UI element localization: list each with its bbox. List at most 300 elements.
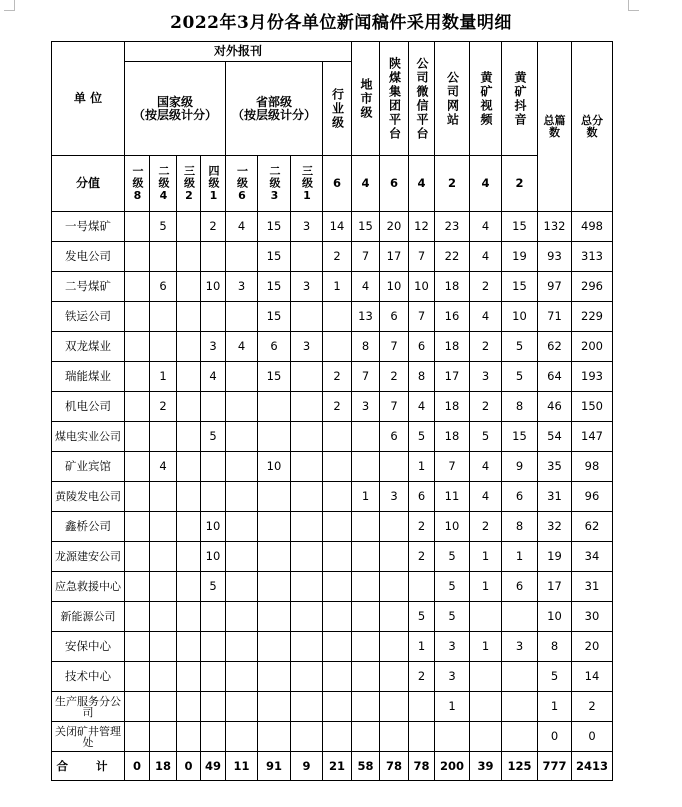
table-cell [177,602,201,632]
table-cell [201,662,226,692]
table-cell: 2 [150,392,177,422]
table-cell: 3 [435,662,470,692]
table-row [52,542,613,572]
unit-name: 双龙煤业 [52,332,125,362]
table-cell [352,662,380,692]
table-cell [226,722,258,752]
table-cell: 4 [409,392,435,422]
table-cell: 6 [380,302,409,332]
table-cell [226,302,258,332]
table-cell [323,722,352,752]
table-cell [177,542,201,572]
table-cell: 5 [538,662,572,692]
unit-name: 技术中心 [52,662,125,692]
table-cell [226,392,258,422]
table-cell [380,632,409,662]
table-cell: 10 [409,272,435,302]
table-cell: 15 [502,212,538,242]
table-cell [201,392,226,422]
table-cell: 7 [435,452,470,482]
table-cell [201,602,226,632]
table-cell [291,602,323,632]
table-row [52,302,613,332]
table-cell [177,722,201,752]
unit-header: 单 位 [52,42,125,156]
table-cell [323,512,352,542]
table-cell: 13 [352,302,380,332]
table-cell: 15 [352,212,380,242]
table-cell [226,512,258,542]
table-cell: 5 [435,542,470,572]
douyin-header: 黄矿抖音 [502,42,538,156]
table-cell [125,512,150,542]
table-cell [226,422,258,452]
table-cell: 1 [502,542,538,572]
total-cell: 78 [380,752,409,781]
table-cell: 98 [572,452,613,482]
table-cell: 1 [470,572,502,602]
table-cell: 2 [380,362,409,392]
score-douyin: 2 [502,156,538,212]
table-cell: 4 [150,452,177,482]
score-national-3: 三级2 [177,156,201,212]
table-cell: 8 [502,512,538,542]
score-row [52,156,613,212]
table-cell: 1 [150,362,177,392]
total-cell: 18 [150,752,177,781]
table-cell: 4 [352,272,380,302]
table-cell [291,512,323,542]
table-cell [435,722,470,752]
table-cell [258,512,291,542]
table-row [52,722,613,752]
table-cell: 5 [470,422,502,452]
score-national-4: 四级1 [201,156,226,212]
table-cell: 46 [538,392,572,422]
table-cell [125,542,150,572]
table-cell [201,632,226,662]
table-cell [470,662,502,692]
unit-name: 关闭矿井管理处 [52,722,125,752]
table-cell [201,482,226,512]
table-cell: 10 [258,452,291,482]
table-cell [380,692,409,722]
table-cell [177,332,201,362]
table-cell [258,482,291,512]
table-cell: 1 [538,692,572,722]
table-cell: 3 [226,272,258,302]
total-cell: 11 [226,752,258,781]
unit-name: 一号煤矿 [52,212,125,242]
table-cell: 20 [572,632,613,662]
table-cell [125,392,150,422]
table-row [52,572,613,602]
table-cell: 14 [323,212,352,242]
total-cell: 58 [352,752,380,781]
table-cell [177,302,201,332]
table-cell [409,692,435,722]
table-cell: 2 [323,362,352,392]
table-cell: 0 [572,722,613,752]
table-cell [150,332,177,362]
table-row [52,422,613,452]
table-cell [150,422,177,452]
table-row [52,632,613,662]
table-cell [177,362,201,392]
table-cell: 3 [470,362,502,392]
table-cell [125,482,150,512]
unit-name: 铁运公司 [52,302,125,332]
table-row [52,212,613,242]
score-city: 4 [352,156,380,212]
table-cell: 3 [435,632,470,662]
table-cell: 2 [409,542,435,572]
provincial-level-header: 省部级 （按层级计分） [226,62,323,156]
table-cell: 3 [201,332,226,362]
table-cell: 15 [258,302,291,332]
table-cell [323,482,352,512]
table-cell: 97 [538,272,572,302]
table-cell: 14 [572,662,613,692]
table-cell: 4 [226,212,258,242]
table-cell [150,722,177,752]
table-cell: 4 [226,332,258,362]
table-cell: 15 [502,422,538,452]
table-cell [323,542,352,572]
table-cell [352,572,380,602]
table-cell: 10 [201,272,226,302]
national-level-header: 国家级 （按层级计分） [125,62,226,156]
table-cell: 18 [435,422,470,452]
table-row [52,242,613,272]
table-row [52,452,613,482]
unit-name: 生产服务分公司 [52,692,125,722]
table-cell [352,542,380,572]
table-cell [201,452,226,482]
table-cell: 2 [572,692,613,722]
table-cell [323,422,352,452]
table-cell: 18 [435,332,470,362]
table-cell [291,572,323,602]
table-cell: 10 [538,602,572,632]
table-cell [226,662,258,692]
table-cell: 3 [291,332,323,362]
table-cell [226,602,258,632]
table-cell [226,242,258,272]
table-cell: 1 [409,452,435,482]
table-cell: 19 [538,542,572,572]
table-cell: 200 [572,332,613,362]
table-cell [291,242,323,272]
total-cell: 0 [177,752,201,781]
table-cell [201,242,226,272]
table-cell: 4 [470,452,502,482]
table-cell: 12 [409,212,435,242]
table-cell: 2 [323,392,352,422]
table-cell [125,362,150,392]
table-row [52,602,613,632]
table-cell [323,302,352,332]
table-cell [150,572,177,602]
table-cell: 8 [502,392,538,422]
table-cell [291,452,323,482]
table-cell [323,332,352,362]
table-cell: 2 [323,242,352,272]
table-cell [352,722,380,752]
table-cell [177,392,201,422]
table-cell [409,572,435,602]
table-cell [177,452,201,482]
table-cell: 96 [572,482,613,512]
table-row [52,692,613,722]
table-cell: 15 [258,272,291,302]
table-cell [258,662,291,692]
table-cell [125,452,150,482]
score-national-2: 二级4 [150,156,177,212]
table-cell [470,692,502,722]
table-cell: 9 [502,452,538,482]
table-cell: 132 [538,212,572,242]
video-header: 黄矿视频 [470,42,502,156]
table-cell: 8 [538,632,572,662]
table-cell [291,662,323,692]
table-cell: 62 [538,332,572,362]
table-cell [352,452,380,482]
table-cell: 5 [150,212,177,242]
total-articles-header: 总篇数 [538,42,572,212]
unit-name: 二号煤矿 [52,272,125,302]
table-cell: 5 [409,602,435,632]
table-cell: 31 [538,482,572,512]
table-cell [352,512,380,542]
table-cell [125,632,150,662]
table-cell: 22 [435,242,470,272]
table-cell: 20 [380,212,409,242]
table-cell [226,572,258,602]
table-cell: 2 [409,512,435,542]
table-cell: 19 [502,242,538,272]
table-cell: 6 [258,332,291,362]
table-cell: 16 [435,302,470,332]
table-cell [323,692,352,722]
table-cell [226,452,258,482]
table-cell [352,602,380,632]
table-cell: 5 [502,362,538,392]
table-cell [226,362,258,392]
table-cell [177,692,201,722]
table-cell [409,722,435,752]
table-cell [177,212,201,242]
table-cell [226,692,258,722]
table-cell: 30 [572,602,613,632]
table-cell [150,482,177,512]
unit-name: 应急救援中心 [52,572,125,602]
table-cell: 296 [572,272,613,302]
total-cell: 49 [201,752,226,781]
score-provincial-3: 三级1 [291,156,323,212]
total-cell: 0 [125,752,150,781]
document-title: 2022年3月份各单位新闻稿件采用数量明细 [170,13,512,33]
table-row [52,362,613,392]
table-cell [291,542,323,572]
table-row [52,392,613,422]
table-cell: 5 [201,422,226,452]
table-cell: 15 [502,272,538,302]
table-cell [177,242,201,272]
table-cell: 2 [409,662,435,692]
table-cell: 150 [572,392,613,422]
table-cell: 5 [502,332,538,362]
unit-name: 龙源建安公司 [52,542,125,572]
table-cell: 3 [502,632,538,662]
table-cell: 23 [435,212,470,242]
wechat-platform-header: 公司微信平台 [409,42,435,156]
table-cell: 3 [291,212,323,242]
table-row [52,512,613,542]
table-cell: 1 [352,482,380,512]
total-cell: 91 [258,752,291,781]
table-cell [177,422,201,452]
table-cell [470,602,502,632]
table-cell: 313 [572,242,613,272]
total-cell: 78 [409,752,435,781]
table-cell [291,692,323,722]
table-cell: 6 [502,572,538,602]
table-cell [291,722,323,752]
unit-name: 机电公司 [52,392,125,422]
table-cell: 7 [352,242,380,272]
unit-name: 安保中心 [52,632,125,662]
score-national-1: 一级8 [125,156,150,212]
table-cell [291,632,323,662]
news-count-table [51,41,613,781]
table-cell: 6 [409,332,435,362]
table-cell [323,662,352,692]
table-cell [323,572,352,602]
table-cell: 3 [291,272,323,302]
table-cell: 4 [470,302,502,332]
table-row [52,272,613,302]
table-cell: 7 [409,242,435,272]
table-cell [201,722,226,752]
table-cell [291,422,323,452]
table-cell [125,272,150,302]
table-cell: 2 [201,212,226,242]
table-cell [125,692,150,722]
unit-name: 瑞能煤业 [52,362,125,392]
score-website: 2 [435,156,470,212]
table-cell: 15 [258,362,291,392]
table-cell: 6 [409,482,435,512]
score-row-label: 分值 [52,156,125,212]
total-cell: 200 [435,752,470,781]
table-cell: 8 [409,362,435,392]
table-row [52,662,613,692]
table-cell: 0 [538,722,572,752]
table-cell: 64 [538,362,572,392]
external-press-header: 对外报刊 [125,42,352,62]
table-cell: 229 [572,302,613,332]
unit-name: 煤电实业公司 [52,422,125,452]
table-cell: 32 [538,512,572,542]
industry-header: 行业级 [323,62,352,156]
table-cell: 15 [258,212,291,242]
table-cell: 1 [409,632,435,662]
table-cell: 5 [435,572,470,602]
table-cell [125,572,150,602]
table-cell [125,602,150,632]
table-cell: 8 [352,332,380,362]
table-cell [258,602,291,632]
table-cell: 62 [572,512,613,542]
table-cell: 93 [538,242,572,272]
table-cell [380,452,409,482]
table-cell: 6 [380,422,409,452]
table-cell: 10 [502,302,538,332]
table-cell [150,512,177,542]
table-cell [125,242,150,272]
table-cell [258,422,291,452]
table-row [52,482,613,512]
table-cell [323,632,352,662]
table-cell [150,302,177,332]
table-cell: 18 [435,392,470,422]
table-cell [125,662,150,692]
table-cell [150,662,177,692]
table-cell [177,482,201,512]
table-cell [380,572,409,602]
table-cell: 147 [572,422,613,452]
table-cell [323,602,352,632]
table-cell [258,572,291,602]
table-cell [502,692,538,722]
table-cell: 34 [572,542,613,572]
city-header: 地市级 [352,42,380,156]
score-provincial-1: 一级6 [226,156,258,212]
table-cell [226,482,258,512]
table-cell: 7 [409,302,435,332]
table-row [52,332,613,362]
unit-name: 黄陵发电公司 [52,482,125,512]
table-cell: 10 [201,542,226,572]
table-cell [177,662,201,692]
table-cell: 193 [572,362,613,392]
table-cell: 54 [538,422,572,452]
total-cell: 9 [291,752,323,781]
table-cell: 6 [502,482,538,512]
table-cell [323,452,352,482]
table-cell: 18 [435,272,470,302]
table-cell: 6 [150,272,177,302]
table-cell [226,542,258,572]
table-cell: 7 [352,362,380,392]
table-cell [150,632,177,662]
table-cell: 7 [380,392,409,422]
table-cell [291,482,323,512]
table-cell: 4 [470,482,502,512]
table-cell [177,512,201,542]
table-cell [380,542,409,572]
table-cell [380,662,409,692]
table-cell [352,422,380,452]
table-cell: 5 [409,422,435,452]
table-cell: 31 [572,572,613,602]
table-cell: 10 [380,272,409,302]
table-cell [502,662,538,692]
table-cell: 2 [470,332,502,362]
table-cell [150,242,177,272]
score-video: 4 [470,156,502,212]
